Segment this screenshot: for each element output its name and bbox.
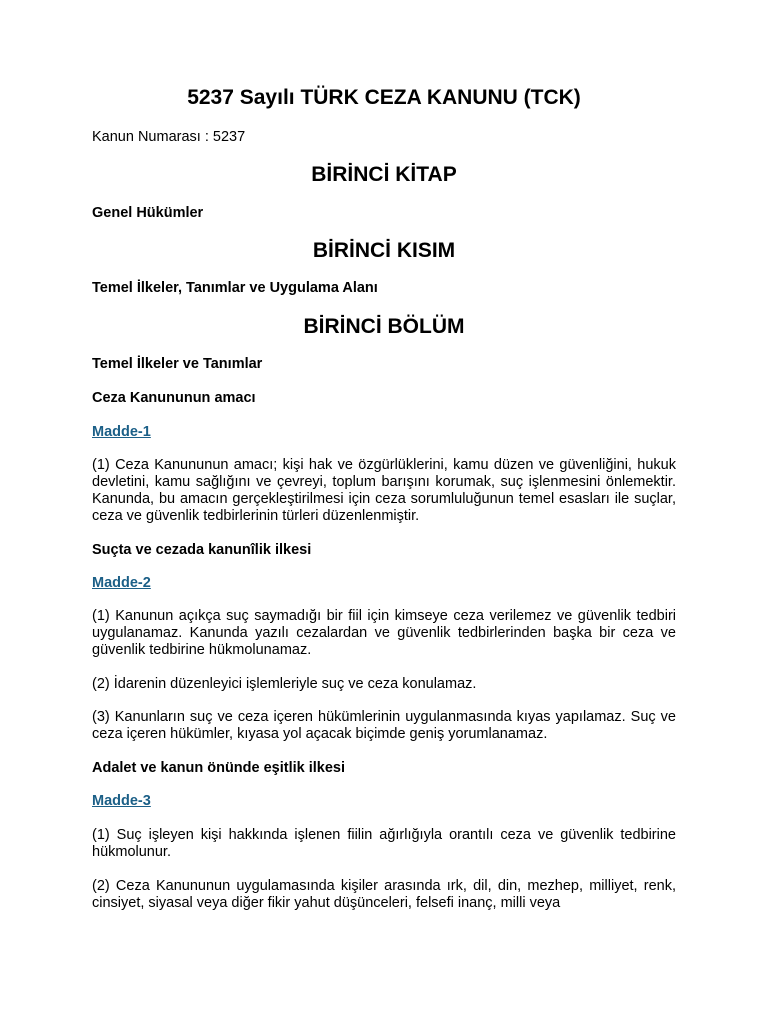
part-subtitle: Temel İlkeler, Tanımlar ve Uygulama Alanı: [92, 280, 378, 296]
chapter-heading: BİRİNCİ BÖLÜM: [303, 315, 465, 338]
law-number: Kanun Numarası : 5237: [92, 129, 246, 145]
article-paragraph: (1) Kanunun açıkça suç saymadığı bir fiil için kimseye ceza verilemez ve güvenlik tedbiri uygulanamaz. Kanunda yazılı cezalardan ve güvenlik tedbirlerinden başka bir ceza ve güvenlik tedbirine hükmolunamaz.: [92, 608, 676, 658]
article-paragraph: (1) Ceza Kanununun amacı; kişi hak ve özgürlüklerini, kamu düzen ve güvenliğini, hukuk devletini, kamu sağlığını ve çevreyi, toplum barışını korumak, suç işlenmesini önlemektir. Kanunda, bu amacın gerçekleştirilmesi için ceza sorumluluğunun temel esasları ile suçlar, ceza ve güvenlik tedbirlerinin türleri düzenlenmiştir.: [92, 457, 676, 524]
madde-2-link[interactable]: Madde-2: [92, 575, 151, 591]
article-link-madde-3[interactable]: [92, 793, 676, 810]
chapter-subtitle: Temel İlkeler ve Tanımlar: [92, 356, 263, 372]
document-title: 5237 Sayılı TÜRK CEZA KANUNU (TCK): [187, 86, 581, 109]
book-subtitle: Genel Hükümler: [92, 205, 204, 221]
article-paragraph: (1) Suç işleyen kişi hakkında işlenen fiilin ağırlığıyla orantılı ceza ve güvenlik tedbirine hükmolunur.: [92, 827, 676, 860]
article-link-madde-2[interactable]: [92, 575, 676, 592]
article-paragraph: (2) Ceza Kanununun uygulamasında kişiler arasında ırk, dil, din, mezhep, milliyet, renk, cinsiyet, siyasal veya diğer fikir yahut düşünceleri, felsefi inanç, milli veya: [92, 878, 676, 911]
article-paragraph: (3) Kanunların suç ve ceza içeren hükümlerinin uygulanmasında kıyas yapılamaz. Suç ve ceza içeren hükümler, kıyasa yol açacak biçimde geniş yorumlanamaz.: [92, 709, 676, 742]
part-heading: BİRİNCİ KISIM: [312, 239, 456, 262]
article-heading: Suçta ve cezada kanunîlik ilkesi: [92, 542, 312, 558]
article-heading: Adalet ve kanun önünde eşitlik ilkesi: [92, 760, 346, 776]
book-heading: BİRİNCİ KİTAP: [311, 163, 457, 186]
article-heading: Ceza Kanununun amacı: [92, 390, 256, 406]
madde-1-link[interactable]: Madde-1: [92, 424, 151, 440]
madde-3-link[interactable]: Madde-3: [92, 793, 151, 809]
article-link-madde-1[interactable]: [92, 424, 676, 441]
article-paragraph: (2) İdarenin düzenleyici işlemleriyle suç ve ceza konulamaz.: [92, 676, 477, 692]
